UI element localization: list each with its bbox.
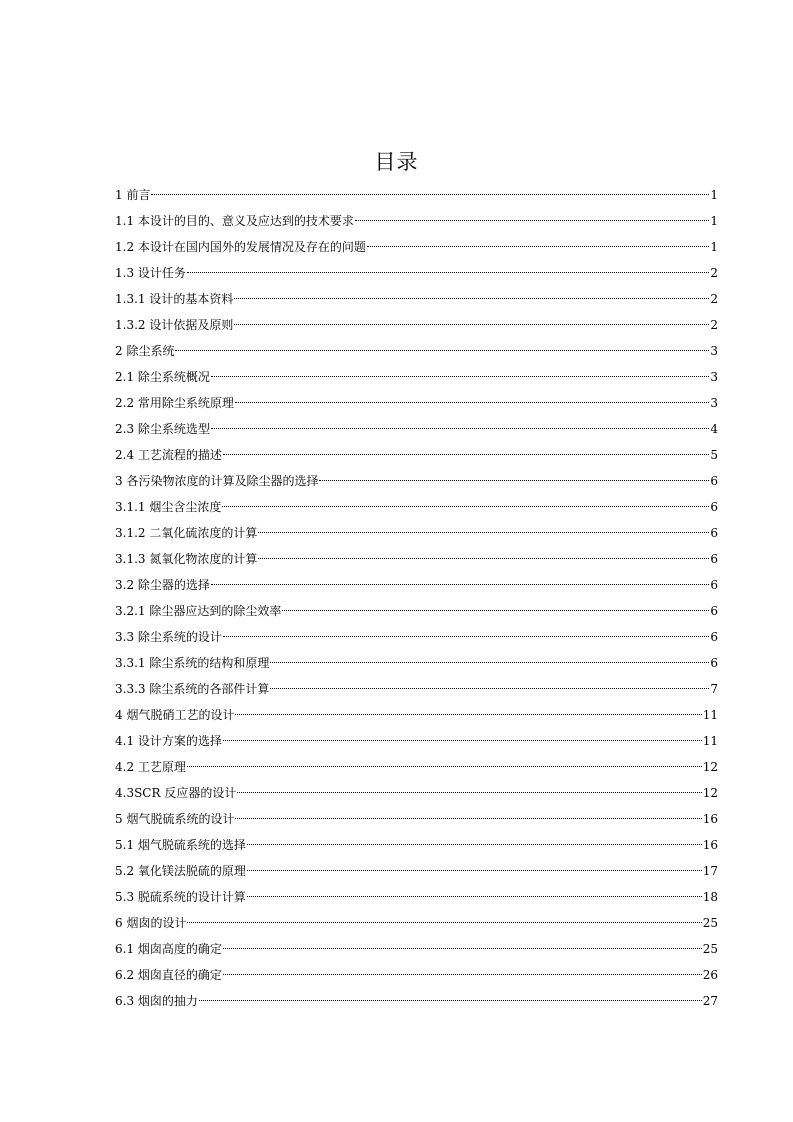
toc-entry[interactable] bbox=[115, 494, 718, 520]
toc-entry[interactable] bbox=[115, 780, 718, 806]
dot-leader bbox=[151, 194, 709, 195]
toc-entry-page-number: 6 bbox=[710, 630, 718, 644]
toc-entry-page-number: 11 bbox=[702, 708, 718, 722]
toc-entry-title: 1.2 本设计在国内国外的发展情况及存在的问题 bbox=[115, 240, 366, 254]
toc-entry[interactable] bbox=[115, 546, 718, 572]
dot-leader bbox=[247, 896, 702, 897]
toc-entry-title: 3 各污染物浓度的计算及除尘器的选择 bbox=[115, 474, 319, 488]
toc-entry-page-number: 25 bbox=[702, 916, 718, 930]
toc-entry-title: 5.1 烟气脱硫系统的选择 bbox=[115, 838, 246, 852]
toc-entry[interactable] bbox=[115, 208, 718, 234]
toc-entry-page-number: 2 bbox=[710, 292, 718, 306]
toc-entry[interactable] bbox=[115, 754, 718, 780]
toc-title: 目录 bbox=[374, 150, 419, 174]
dot-leader bbox=[223, 948, 702, 949]
toc-entry-page-number: 6 bbox=[710, 656, 718, 670]
dot-leader bbox=[270, 688, 709, 689]
toc-entry-page-number: 3 bbox=[710, 396, 718, 410]
toc-entry-title: 1.3 设计任务 bbox=[115, 266, 186, 280]
toc-entry-page-number: 1 bbox=[710, 214, 718, 228]
toc-entry-title: 1.3.1 设计的基本资料 bbox=[115, 292, 234, 306]
toc-entry-page-number: 17 bbox=[702, 864, 718, 878]
toc-entry-page-number: 3 bbox=[710, 344, 718, 358]
toc-entry-page-number: 6 bbox=[710, 526, 718, 540]
toc-entry[interactable] bbox=[115, 988, 718, 1014]
dot-leader bbox=[247, 870, 702, 871]
dot-leader bbox=[247, 844, 702, 845]
dot-leader bbox=[235, 402, 709, 403]
toc-entry-page-number: 11 bbox=[702, 734, 718, 748]
dot-leader bbox=[258, 558, 709, 559]
toc-entry-page-number: 6 bbox=[710, 552, 718, 566]
dot-leader bbox=[319, 480, 709, 481]
toc-entry-page-number: 6 bbox=[710, 500, 718, 514]
dot-leader bbox=[223, 740, 702, 741]
toc-entry-title: 6 烟囱的设计 bbox=[115, 916, 187, 930]
toc-entry-title: 6.2 烟囱直径的确定 bbox=[115, 968, 222, 982]
toc-entry-title: 3.3.3 除尘系统的各部件计算 bbox=[115, 682, 270, 696]
toc-entry-page-number: 3 bbox=[710, 370, 718, 384]
toc-entry[interactable] bbox=[115, 676, 718, 702]
toc-entry-page-number: 7 bbox=[710, 682, 718, 696]
dot-leader bbox=[223, 454, 709, 455]
dot-leader bbox=[211, 584, 709, 585]
toc-entry-page-number: 27 bbox=[702, 994, 718, 1008]
toc-entry-title: 2 除尘系统 bbox=[115, 344, 175, 358]
toc-entry-page-number: 16 bbox=[702, 812, 718, 826]
toc-entry-page-number: 2 bbox=[710, 318, 718, 332]
dot-leader bbox=[258, 532, 709, 533]
dot-leader bbox=[270, 662, 709, 663]
toc-entry[interactable] bbox=[115, 182, 718, 208]
toc-entry[interactable] bbox=[115, 312, 718, 338]
dot-leader bbox=[355, 220, 709, 221]
toc-entry[interactable] bbox=[115, 910, 718, 936]
toc-entry[interactable] bbox=[115, 338, 718, 364]
dot-leader bbox=[282, 610, 709, 611]
toc-entry-title: 4.3SCR 反应器的设计 bbox=[115, 786, 237, 800]
toc-entry-page-number: 6 bbox=[710, 474, 718, 488]
toc-entry-page-number: 4 bbox=[710, 422, 718, 436]
toc-entry-title: 2.2 常用除尘系统原理 bbox=[115, 396, 234, 410]
toc-entry[interactable] bbox=[115, 364, 718, 390]
toc-entry[interactable] bbox=[115, 624, 718, 650]
toc-entry-title: 2.3 除尘系统选型 bbox=[115, 422, 210, 436]
toc-entry[interactable] bbox=[115, 260, 718, 286]
toc-entry-title: 3.3.1 除尘系统的结构和原理 bbox=[115, 656, 270, 670]
toc-entry-title: 4 烟气脱硝工艺的设计 bbox=[115, 708, 235, 722]
dot-leader bbox=[211, 428, 709, 429]
toc-entry-title: 4.2 工艺原理 bbox=[115, 760, 186, 774]
toc-entry[interactable] bbox=[115, 520, 718, 546]
dot-leader bbox=[234, 324, 709, 325]
toc-list bbox=[115, 182, 718, 1014]
toc-entry[interactable] bbox=[115, 572, 718, 598]
toc-entry-title: 1.3.2 设计依据及原则 bbox=[115, 318, 234, 332]
toc-entry[interactable] bbox=[115, 468, 718, 494]
dot-leader bbox=[199, 1000, 702, 1001]
toc-entry[interactable] bbox=[115, 962, 718, 988]
toc-entry[interactable] bbox=[115, 702, 718, 728]
dot-leader bbox=[187, 272, 709, 273]
toc-entry-title: 2.4 工艺流程的描述 bbox=[115, 448, 222, 462]
toc-entry-title: 6.3 烟囱的抽力 bbox=[115, 994, 198, 1008]
dot-leader bbox=[237, 792, 701, 793]
dot-leader bbox=[234, 298, 709, 299]
toc-entry[interactable] bbox=[115, 806, 718, 832]
toc-entry-page-number: 12 bbox=[702, 760, 718, 774]
toc-entry[interactable] bbox=[115, 416, 718, 442]
toc-entry[interactable] bbox=[115, 442, 718, 468]
dot-leader bbox=[235, 714, 701, 715]
dot-leader bbox=[223, 974, 702, 975]
toc-entry-page-number: 16 bbox=[702, 838, 718, 852]
dot-leader bbox=[222, 506, 709, 507]
toc-entry-page-number: 5 bbox=[710, 448, 718, 462]
toc-entry[interactable] bbox=[115, 390, 718, 416]
toc-entry[interactable] bbox=[115, 234, 718, 260]
toc-entry[interactable] bbox=[115, 936, 718, 962]
toc-entry-page-number: 26 bbox=[702, 968, 718, 982]
dot-leader bbox=[223, 636, 709, 637]
toc-entry[interactable] bbox=[115, 728, 718, 754]
dot-leader bbox=[187, 766, 702, 767]
toc-entry-title: 5 烟气脱硫系统的设计 bbox=[115, 812, 235, 826]
toc-entry-title: 6.1 烟囱高度的确定 bbox=[115, 942, 222, 956]
toc-entry-title: 4.1 设计方案的选择 bbox=[115, 734, 222, 748]
toc-entry-page-number: 6 bbox=[710, 604, 718, 618]
toc-entry-title: 3.3 除尘系统的设计 bbox=[115, 630, 222, 644]
dot-leader bbox=[235, 818, 701, 819]
toc-entry[interactable] bbox=[115, 884, 718, 910]
toc-entry-title: 3.2 除尘器的选择 bbox=[115, 578, 210, 592]
toc-entry-title: 3.1.2 二氧化硫浓度的计算 bbox=[115, 526, 258, 540]
dot-leader bbox=[175, 350, 709, 351]
toc-entry-page-number: 1 bbox=[710, 188, 718, 202]
toc-entry-title: 1 前言 bbox=[115, 188, 151, 202]
toc-entry-page-number: 18 bbox=[702, 890, 718, 904]
toc-entry-page-number: 25 bbox=[702, 942, 718, 956]
toc-entry-page-number: 1 bbox=[710, 240, 718, 254]
toc-entry-page-number: 2 bbox=[710, 266, 718, 280]
toc-entry-title: 2.1 除尘系统概况 bbox=[115, 370, 210, 384]
toc-entry[interactable] bbox=[115, 650, 718, 676]
toc-entry-title: 1.1 本设计的目的、意义及应达到的技术要求 bbox=[115, 214, 354, 228]
toc-entry[interactable] bbox=[115, 598, 718, 624]
toc-entry-title: 3.1.3 氮氧化物浓度的计算 bbox=[115, 552, 258, 566]
dot-leader bbox=[211, 376, 709, 377]
toc-entry-title: 3.1.1 烟尘含尘浓度 bbox=[115, 500, 222, 514]
toc-entry-page-number: 12 bbox=[702, 786, 718, 800]
dot-leader bbox=[187, 922, 701, 923]
toc-entry[interactable] bbox=[115, 832, 718, 858]
dot-leader bbox=[367, 246, 709, 247]
toc-entry[interactable] bbox=[115, 286, 718, 312]
toc-entry-title: 3.2.1 除尘器应达到的除尘效率 bbox=[115, 604, 282, 618]
toc-entry-title: 5.3 脱硫系统的设计计算 bbox=[115, 890, 246, 904]
toc-entry-title: 5.2 氧化镁法脱硫的原理 bbox=[115, 864, 246, 878]
toc-entry[interactable] bbox=[115, 858, 718, 884]
toc-entry-page-number: 6 bbox=[710, 578, 718, 592]
